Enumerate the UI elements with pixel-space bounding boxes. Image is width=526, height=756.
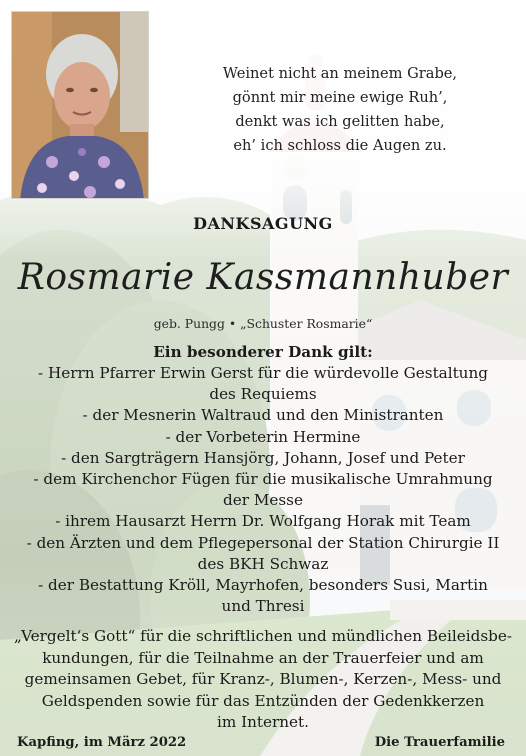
deceased-name: Rosmarie Kassmannhuber — [17, 257, 509, 298]
thanks-line: - der Mesnerin Waltraud und den Ministranten — [82, 406, 444, 425]
poem-line: eh’ ich schloss die Augen zu. — [233, 137, 447, 154]
thanks-title: Ein besonderer Dank gilt: — [153, 343, 373, 361]
thanks-line: des BKH Schwaz — [197, 554, 329, 573]
deceased-portrait-photo — [11, 11, 149, 199]
closing-line: Geldspenden sowie für das Entzünden der Gedenkkerzen — [41, 691, 485, 710]
signature-family: Die Trauerfamilie — [374, 735, 505, 750]
page-title: DANKSAGUNG — [193, 214, 333, 233]
closing-paragraph — [12, 626, 514, 734]
thanks-line: - ihrem Hausarzt Herrn Dr. Wolfgang Horak mit Team — [55, 512, 471, 531]
thanks-line: - Herrn Pfarrer Erwin Gerst für die würdevolle Gestaltung — [38, 364, 488, 382]
thanks-line: der Messe — [223, 491, 303, 510]
closing-line: kundungen, für die Teilnahme an der Trauerfeier und am — [42, 648, 484, 667]
place-and-date: Kapfing, im März 2022 — [17, 735, 187, 750]
maiden-name-nickname: geb. Pungg • „Schuster Rosmarie“ — [153, 316, 373, 331]
thanks-line: - der Bestattung Kröll, Mayrhofen, besonders Susi, Martin — [38, 576, 488, 595]
thanks-line: - der Vorbeterin Hermine — [165, 427, 361, 446]
thanks-section — [12, 342, 514, 617]
thanks-line: - den Sargträgern Hansjörg, Johann, Josef und Peter — [61, 448, 465, 467]
poem-line: Weinet nicht an meinem Grabe, — [222, 65, 458, 82]
closing-line: gemeinsamen Gebet, für Kranz-, Blumen-, Kerzen-, Mess- und — [24, 670, 502, 689]
thanks-line: des Requiems — [209, 385, 317, 404]
thanks-line: - den Ärzten und dem Pflegepersonal der Station Chirurgie II — [26, 533, 500, 552]
poem-line: denkt was ich gelitten habe, — [235, 113, 445, 130]
closing-line: „Vergelt‘s Gott“ für die schriftlichen und mündlichen Beileidsbe- — [14, 627, 512, 645]
thanks-line: - dem Kirchenchor Fügen für die musikalische Umrahmung — [33, 470, 493, 489]
memorial-poem — [190, 62, 490, 158]
poem-line: gönnt mir meine ewige Ruh’, — [232, 89, 448, 106]
closing-line: im Internet. — [217, 713, 309, 732]
thanks-line: und Thresi — [221, 597, 305, 616]
